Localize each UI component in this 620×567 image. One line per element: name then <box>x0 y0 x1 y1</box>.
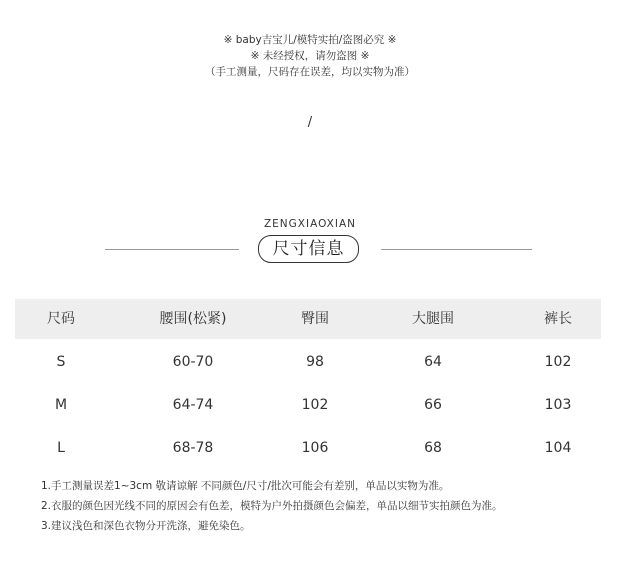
cell-size: S <box>56 354 66 370</box>
cell-length: 103 <box>544 397 572 413</box>
cell-waist: 64-74 <box>172 397 214 413</box>
header-hip: 臀围 <box>301 311 329 327</box>
header-size: 尺码 <box>47 311 75 327</box>
header-length: 裤长 <box>544 311 572 327</box>
measurement-notice: （手工测量，尺码存在误差，均以实物为准） <box>205 66 415 78</box>
cell-hip: 102 <box>301 397 329 413</box>
slash-mark: / <box>307 115 313 130</box>
table-row <box>15 341 601 384</box>
cell-length: 102 <box>544 354 572 370</box>
authorization-notice: ※ 未经授权，请勿盗图 ※ <box>250 50 370 62</box>
note-item: 2.衣服的颜色因光线不同的原因会有色差，模特为户外拍摄颜色会偏差，单品以细节实拍颜色为准。 <box>41 500 503 512</box>
table-header-row <box>15 299 601 339</box>
note-item: 1.手工测量误差1~3cm 敬请谅解 不同颜色/尺寸/批次可能会有差别，单品以实物为准。 <box>41 480 450 492</box>
cell-size: L <box>57 440 65 456</box>
cell-thigh: 64 <box>424 354 442 370</box>
cell-hip: 98 <box>306 354 324 370</box>
cell-waist: 68-78 <box>172 440 214 456</box>
divider-right <box>381 249 532 250</box>
header-thigh: 大腿围 <box>412 311 454 327</box>
cell-size: M <box>54 397 68 413</box>
brand-label: ZENGXIAOXIAN <box>263 218 357 230</box>
notes-list <box>41 476 503 536</box>
cell-length: 104 <box>544 440 572 456</box>
cell-thigh: 66 <box>424 397 442 413</box>
note-item: 3.建议浅色和深色衣物分开洗涤，避免染色。 <box>41 520 251 532</box>
cell-waist: 60-70 <box>172 354 214 370</box>
table-row <box>15 384 601 427</box>
cell-thigh: 68 <box>424 440 442 456</box>
copyright-notice: ※ baby吉宝儿/模特实拍/盗图必究 ※ <box>223 34 397 46</box>
divider-left <box>105 249 239 250</box>
cell-hip: 106 <box>301 440 329 456</box>
size-table <box>15 299 601 470</box>
table-row <box>15 427 601 470</box>
section-title: 尺寸信息 <box>258 235 359 263</box>
header-waist: 腰围(松紧) <box>159 311 227 327</box>
